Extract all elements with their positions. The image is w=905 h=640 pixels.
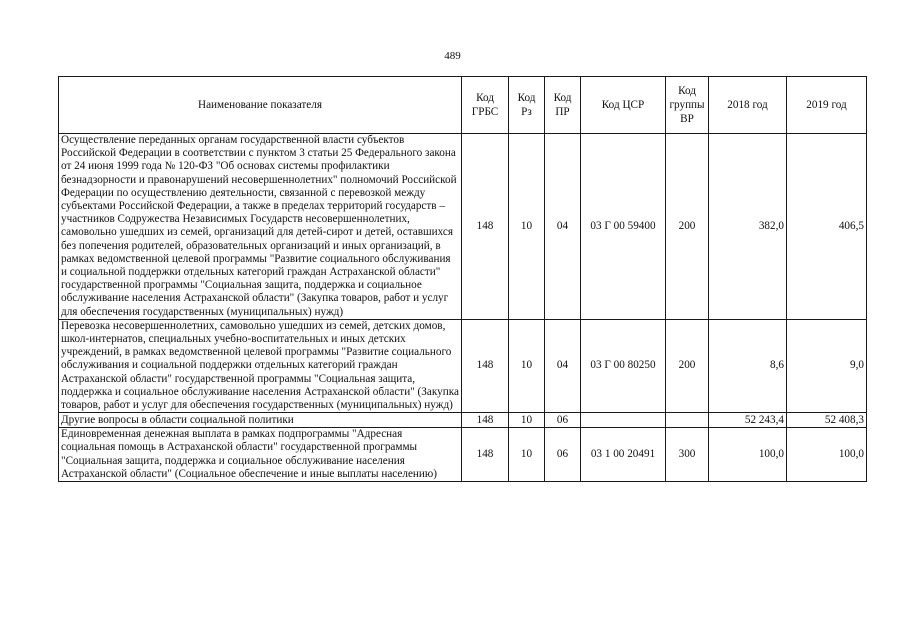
table-row <box>59 134 867 320</box>
row-rz: 10 <box>509 428 545 482</box>
row-2018: 52 243,4 <box>709 413 787 428</box>
header-csr: Код ЦСР <box>581 77 666 134</box>
row-name: Другие вопросы в области социальной политики <box>59 413 462 428</box>
row-csr: 03 Г 00 59400 <box>581 134 666 320</box>
row-grbs: 148 <box>462 134 509 320</box>
header-vr: Код группы ВР <box>666 77 709 134</box>
page-number: 489 <box>444 50 461 62</box>
row-vr: 200 <box>666 319 709 412</box>
row-rz: 10 <box>509 319 545 412</box>
row-pr: 04 <box>545 319 581 412</box>
row-name: Перевозка несовершеннолетних, самовольно ушедших из семей, детских домов, школ-интернатов, специальных учебно-воспитательных и иных детских учреждений, в рамках ведомственной целевой программы "Развитие социального обслуживания и социальной поддержки отдельных категорий граждан Астраханской области" государственной программы "Социальная защита, поддержка и социальное обслуживание населения Астраханской области" (Закупка товаров, работ и услуг для обеспечения государственных (муниципальных) нужд) <box>59 319 462 412</box>
header-2018: 2018 год <box>709 77 787 134</box>
header-rz: Код Рз <box>509 77 545 134</box>
row-rz: 10 <box>509 413 545 428</box>
row-2018: 382,0 <box>709 134 787 320</box>
row-2019: 9,0 <box>787 319 867 412</box>
row-name: Единовременная денежная выплата в рамках подпрограммы "Адресная социальная помощь в Астраханской области" государственной программы "Социальная защита, поддержка и социальное обслуживание населения Астраханской области" (Социальное обеспечение и иные выплаты населению) <box>59 428 462 482</box>
row-grbs: 148 <box>462 319 509 412</box>
row-2019: 100,0 <box>787 428 867 482</box>
header-name: Наименование показателя <box>59 77 462 134</box>
row-vr: 300 <box>666 428 709 482</box>
row-grbs: 148 <box>462 413 509 428</box>
row-grbs: 148 <box>462 428 509 482</box>
row-csr <box>581 413 666 428</box>
table-row <box>59 413 867 428</box>
row-pr: 06 <box>545 428 581 482</box>
row-pr: 06 <box>545 413 581 428</box>
row-2018: 100,0 <box>709 428 787 482</box>
table-row <box>59 428 867 482</box>
header-2019: 2019 год <box>787 77 867 134</box>
table-row <box>59 319 867 412</box>
row-name: Осуществление переданных органам государственной власти субъектов Российской Федерации в соответствии с пунктом 3 статьи 25 Федерального закона от 24 июня 1999 года № 120-ФЗ "Об основах системы профилактики безнадзорности и правонарушений несовершеннолетних" полномочий Российской Федерации по осуществлению деятельности, связанной с перевозкой между субъектами Российской Федерации, а также в пределах территорий государств – участников Содружества Независимых Государств несовершеннолетних, самовольно ушедших из семей, организаций для детей-сирот и детей, оставшихся без попечения родителей, образовательных организаций и иных организаций, в рамках ведомственной целевой программы "Развитие социального обслуживания и социальной поддержки отдельных категорий граждан Астраханской области" государственной программы "Социальная защита, поддержка и социальное обслуживание населения Астраханской области" (Закупка товаров, работ и услуг для обеспечения государственных (муниципальных) нужд) <box>59 134 462 320</box>
row-vr <box>666 413 709 428</box>
header-pr: Код ПР <box>545 77 581 134</box>
row-rz: 10 <box>509 134 545 320</box>
table-header-row <box>59 77 867 134</box>
budget-table <box>58 76 867 482</box>
row-vr: 200 <box>666 134 709 320</box>
row-2018: 8,6 <box>709 319 787 412</box>
row-2019: 406,5 <box>787 134 867 320</box>
row-2019: 52 408,3 <box>787 413 867 428</box>
header-grbs: Код ГРБС <box>462 77 509 134</box>
row-csr: 03 1 00 20491 <box>581 428 666 482</box>
row-pr: 04 <box>545 134 581 320</box>
row-csr: 03 Г 00 80250 <box>581 319 666 412</box>
